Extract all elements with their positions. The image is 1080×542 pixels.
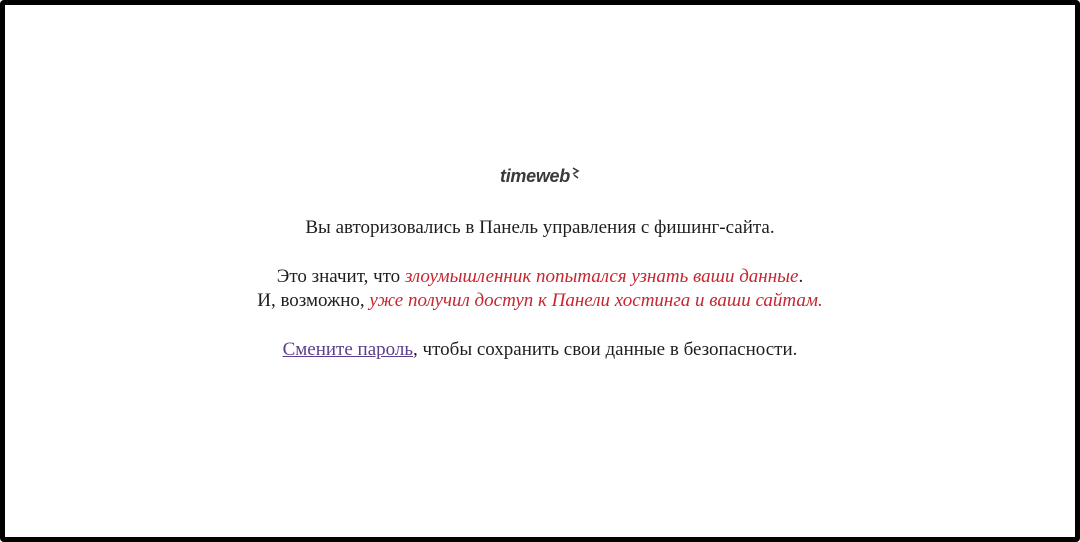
risk-warning-2: уже получил доступ к Панели хостинга и ваши сайтам. xyxy=(369,290,823,311)
action-line xyxy=(5,338,1075,362)
risk-line-2-prefix: И, возможно, xyxy=(257,290,370,311)
action-line-suffix: , чтобы сохранить свои данные в безопасности. xyxy=(413,339,798,360)
risk-line-1 xyxy=(5,265,1075,289)
risk-line-2 xyxy=(5,289,1075,313)
timeweb-logo xyxy=(500,163,580,189)
risk-explanation xyxy=(5,265,1075,313)
logo-text: timeweb xyxy=(500,166,570,186)
risk-warning-1: злоумышленник попытался узнать ваши данные xyxy=(404,266,799,287)
logo-mark-icon xyxy=(572,166,580,180)
risk-line-1-suffix: . xyxy=(798,266,804,287)
change-password-link[interactable]: Смените пароль xyxy=(282,339,414,360)
risk-line-1-prefix: Это значит, что xyxy=(276,266,405,287)
phishing-warning-content xyxy=(5,163,1075,362)
phishing-auth-notice: Вы авторизовались в Панель управления с фишинг-сайта. xyxy=(305,217,775,238)
